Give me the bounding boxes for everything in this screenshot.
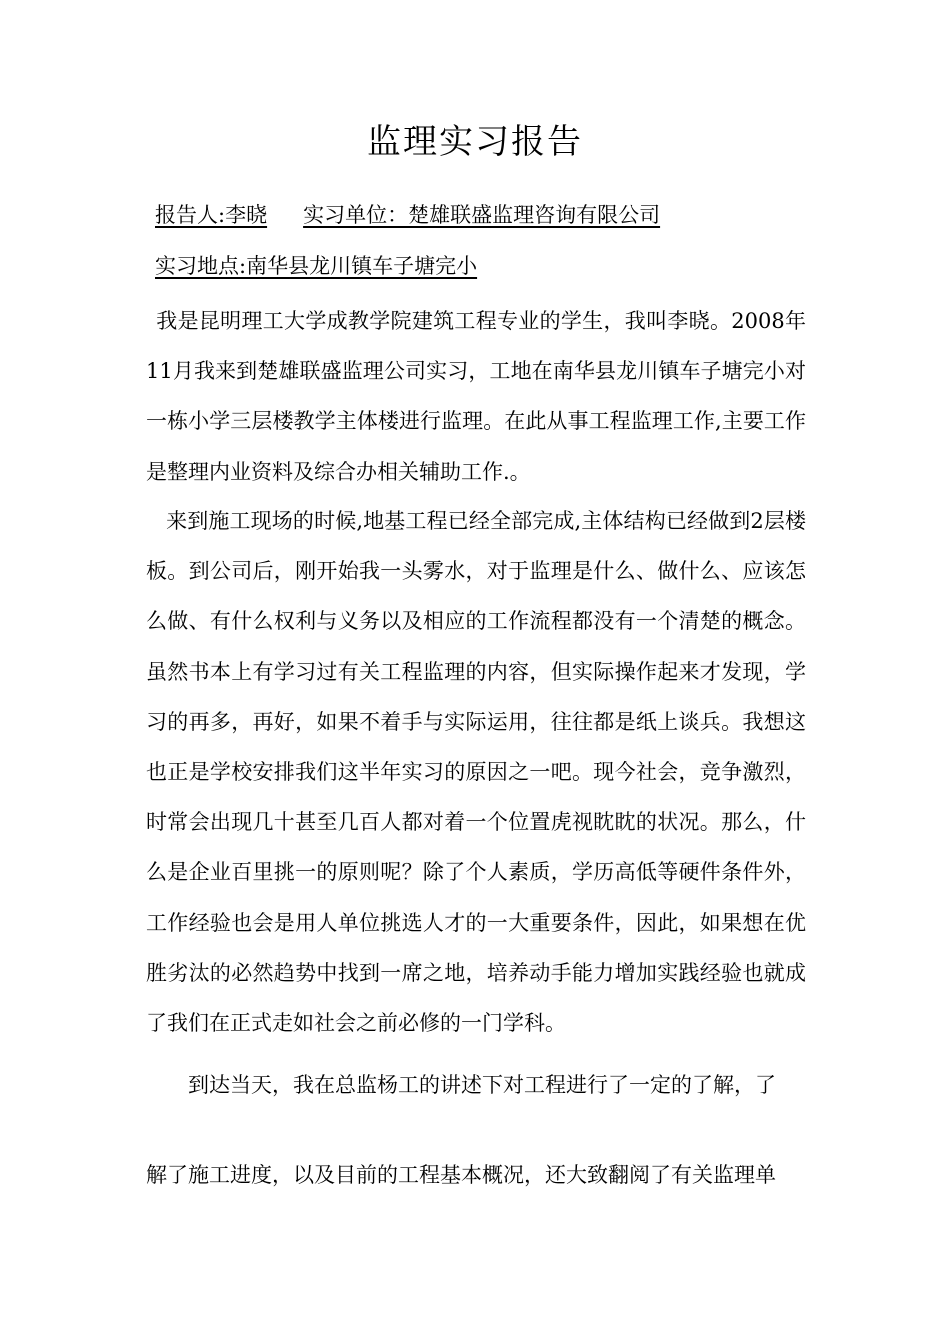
paragraph-2-text: 来到施工现场的时候,地基工程已经全部完成,主体结构已经做到2层楼板。到公司后，刚开始我一头雾水，对于监理是什么、做什么、应该怎么做、有什么权利与义务以及相应的工作流程都没有一个清楚的概念。虽然书本上有学习过有关工程监理的内容，但实际操作起来才发现，学习的再多，再好，如果不着手与实际运用，往往都是纸上谈兵。我想这也正是学校安排我们这半年实习的原因之一吧。现今社会，竞争激烈，时常会出现几十甚至几百人都对着一个位置虎视眈眈的状况。那么，什么是企业百里挑一的原则呢？除了个人素质，学历高低等硬件条件外，工作经验也会是用人单位挑选人才的一大重要条件，因此，如果想在优胜劣汰的必然趋势中找到一席之地，培养动手能力增加实践经验也就成了我们在正式走如社会之前必修的一门学科。 bbox=[146, 509, 806, 1036]
report-meta-line bbox=[155, 200, 660, 230]
page-title: 监理实习报告 bbox=[367, 122, 583, 162]
paragraph-1 bbox=[146, 296, 806, 497]
paragraph-1-text: 我是昆明理工大学成教学院建筑工程专业的学生，我叫李晓。2008年11月我来到楚雄联盛监理公司实习，工地在南华县龙川镇车子塘完小对一栋小学三层楼教学主体楼进行监理。在此从事工程监理工作,主要工作是整理内业资料及综合办相关辅助工作.。 bbox=[146, 309, 806, 484]
paragraph-2 bbox=[146, 496, 806, 1048]
paragraph-3-line-1 bbox=[146, 1060, 806, 1110]
paragraph-3-line-2: 解了施工进度，以及目前的工程基本概况，还大致翻阅了有关监理单 bbox=[146, 1163, 776, 1187]
internship-unit-label: 实习单位：楚雄联盛监理咨询有限公司 bbox=[303, 203, 661, 227]
paragraph-3-text: 到达当天，我在总监杨工的讲述下对工程进行了一定的了解，了 bbox=[188, 1073, 776, 1097]
reporter-label: 报告人:李晓 bbox=[155, 203, 268, 227]
internship-location-label: 实习地点:南华县龙川镇车子塘完小 bbox=[155, 254, 478, 278]
